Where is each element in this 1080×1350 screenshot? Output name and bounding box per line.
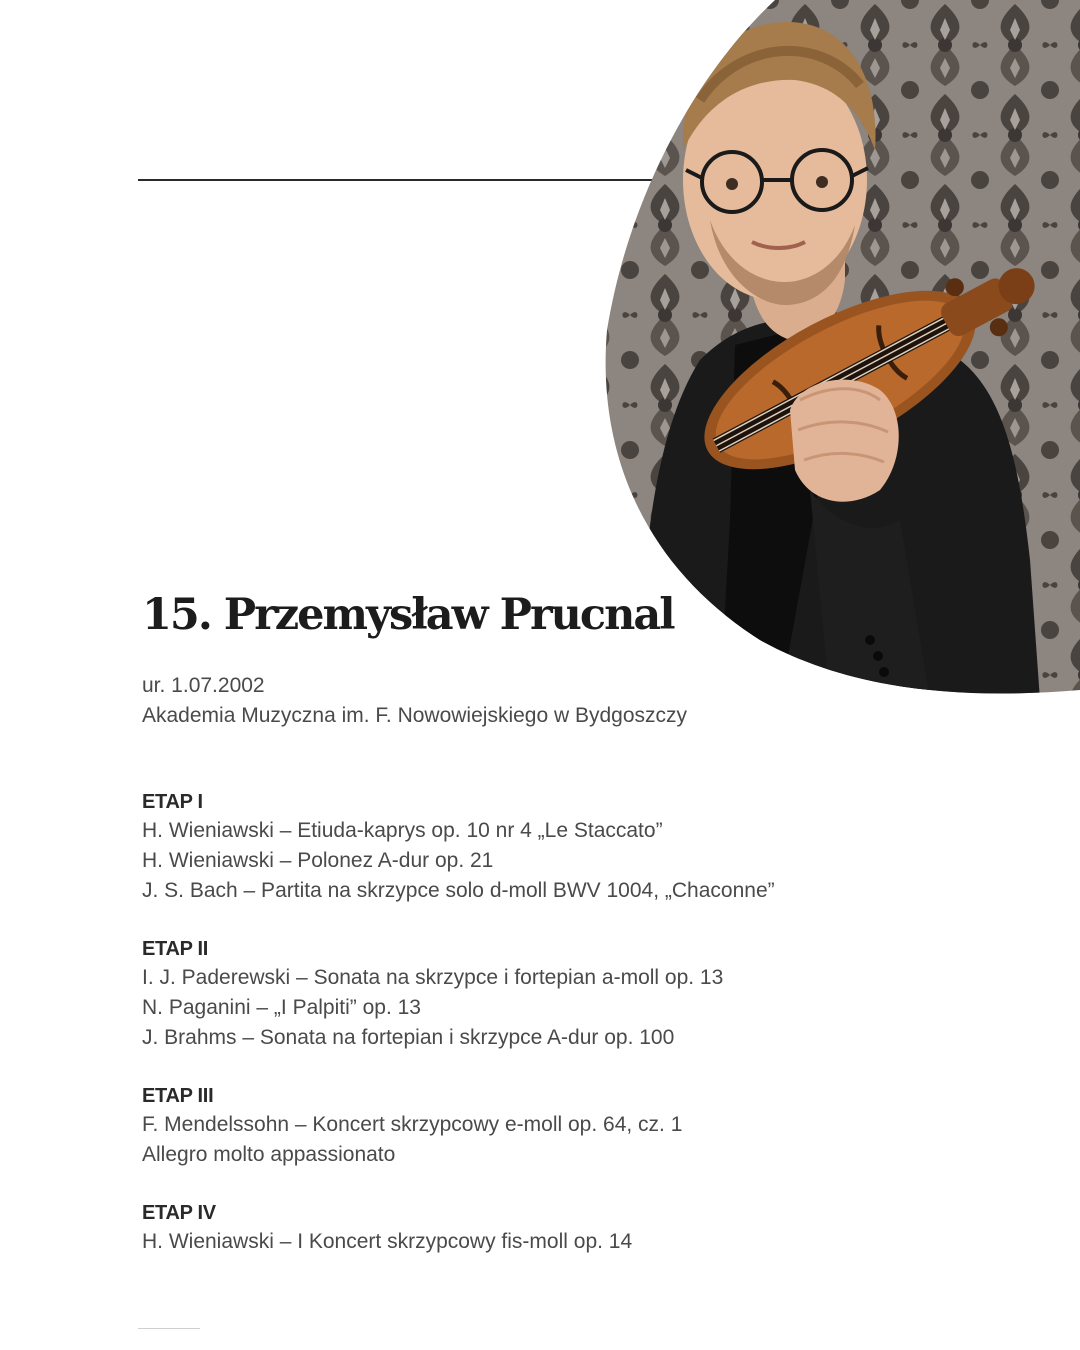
repertoire	[142, 788, 775, 1286]
piece: I. J. Paderewski – Sonata na skrzypce i fortepian a-moll op. 13	[142, 966, 724, 989]
stage-heading: ETAP III	[142, 1085, 214, 1107]
institution: Akademia Muzyczna im. F. Nowowiejskiego w Bydgoszczy	[142, 704, 688, 727]
birth-date: ur. 1.07.2002	[142, 674, 265, 697]
stage-heading: ETAP I	[142, 791, 203, 813]
piece: H. Wieniawski – Polonez A-dur op. 21	[142, 849, 494, 872]
piece: N. Paganini – „I Palpiti” op. 13	[142, 996, 421, 1019]
stage-1	[142, 788, 775, 906]
piece: Allegro molto appassionato	[142, 1143, 396, 1166]
stage-4	[142, 1199, 775, 1257]
piece: F. Mendelssohn – Koncert skrzypcowy e-moll op. 64, cz. 1	[142, 1113, 683, 1136]
stage-2	[142, 935, 775, 1053]
piece: J. Brahms – Sonata na fortepian i skrzypce A-dur op. 100	[142, 1026, 675, 1049]
participant-info	[142, 671, 687, 731]
stage-3	[142, 1082, 775, 1170]
stage-heading: ETAP IV	[142, 1202, 216, 1224]
piece: H. Wieniawski – I Koncert skrzypcowy fis-moll op. 14	[142, 1230, 633, 1253]
bottom-divider	[138, 1328, 200, 1329]
piece: H. Wieniawski – Etiuda-kaprys op. 10 nr 4 „Le Staccato”	[142, 819, 663, 842]
stage-heading: ETAP II	[142, 938, 209, 960]
participant-name: 15. Przemysław Prucnal	[142, 590, 674, 640]
piece: J. S. Bach – Partita na skrzypce solo d-moll BWV 1004, „Chaconne”	[142, 879, 775, 902]
